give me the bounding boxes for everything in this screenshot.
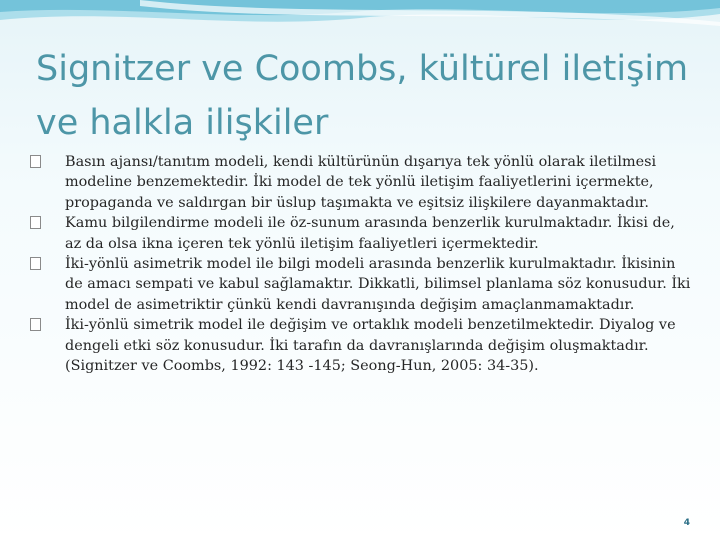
bullet-item: [30, 254, 695, 315]
bullet-box-icon: [30, 318, 41, 331]
bullet-text: İki-yönlü simetrik model ile değişim ve ortaklık modeli benzetilmektedir. Diyalog ve dengeli etki söz konusudur. İki tarafın da davranışlarında değişim oluşmaktadır. (Signitzer ve Coombs, 1992: 143 -145; Seong-Hun, 2005: 34-35).: [65, 317, 676, 375]
bullet-text: Basın ajansı/tanıtım modeli, kendi kültürünün dışarıya tek yönlü olarak iletilmesi modeline benzemektedir. İki model de tek yönlü iletişim faaliyetlerini içermekte, propaganda ve saldırgan bir üslup taşımakta ve eşitsiz ilişkilere dayanmaktadır.: [65, 154, 657, 211]
bullet-box-icon: [30, 257, 41, 270]
bullet-box-icon: [30, 155, 41, 168]
bullet-text: İki-yönlü asimetrik model ile bilgi modeli arasında benzerlik kurulmaktadır. İkisinin de amacı sempati ve kabul sağlamaktır. Dikkatli, bilimsel planlama söz konusudur. İki model de asimetriktir çünkü kendi davranışında değişim amaçlanmamaktadır.: [65, 256, 691, 313]
bullet-item: [30, 152, 695, 213]
page-number: 4: [683, 518, 690, 528]
bullet-box-icon: [30, 216, 41, 229]
bullet-list: [30, 152, 695, 376]
bullet-item: [30, 315, 695, 376]
bullet-text: Kamu bilgilendirme modeli ile öz-sunum arasında benzerlik kurulmaktadır. İkisi de, az da olsa ikna içeren tek yönlü iletişim faaliyetleri içermektedir.: [65, 215, 675, 252]
bullet-item: [30, 213, 695, 254]
slide-title: Signitzer ve Coombs, kültürel iletişim ve halkla ilişkiler: [36, 49, 689, 143]
